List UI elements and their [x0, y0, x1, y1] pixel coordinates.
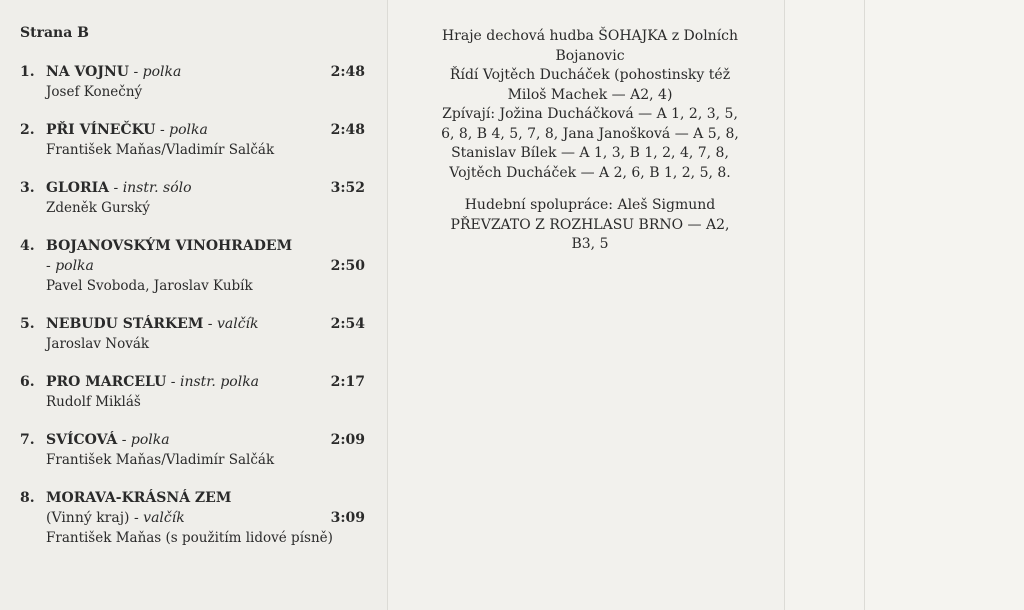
track-title: NEBUDU STÁRKEM	[46, 316, 204, 332]
track-credit: Josef Konečný	[46, 84, 143, 100]
track-heading: SVÍCOVÁ - polka	[46, 432, 170, 448]
track-credit: František Maňas/Vladimír Salčák	[46, 142, 275, 158]
track-number: 5.	[20, 316, 35, 332]
track-subline: (Vinný kraj) - valčík	[46, 510, 185, 526]
fold-line	[784, 0, 785, 610]
track-duration: 2:48	[330, 122, 365, 138]
side-title: Strana B	[20, 25, 89, 41]
right-panel	[864, 0, 1024, 610]
track-title: MORAVA-KRÁSNÁ ZEM	[46, 490, 232, 506]
track-credit: Jaroslav Novák	[46, 336, 150, 352]
credit-line: B3, 5	[571, 236, 609, 252]
track-item	[20, 236, 365, 296]
track-heading: PRO MARCELU - instr. polka	[46, 374, 260, 390]
track-title: PRO MARCELU	[46, 374, 167, 390]
track-item	[20, 372, 365, 412]
track-number: 7.	[20, 432, 35, 448]
spine-panel	[784, 0, 864, 610]
track-number: 4.	[20, 238, 35, 254]
track-subline: - polka	[46, 258, 94, 274]
track-duration: 2:54	[330, 316, 365, 332]
credit-line: 6, 8, B 4, 5, 7, 8, Jana Janošková — A 5, 8,	[441, 125, 739, 142]
track-genre: valčík	[143, 510, 185, 526]
fold-line	[387, 0, 388, 610]
track-list	[20, 62, 365, 566]
track-title: BOJANOVSKÝM VINOHRADEM	[46, 238, 293, 254]
credit-line: Hraje dechová hudba ŠOHAJKA z Dolních	[441, 28, 739, 44]
track-item	[20, 488, 365, 548]
performer-credits	[425, 27, 755, 255]
track-genre: polka	[142, 64, 182, 80]
track-item	[20, 62, 365, 102]
credit-line: Řídí Vojtěch Ducháček (pohostinsky též	[449, 67, 731, 83]
track-credit: Pavel Svoboda, Jaroslav Kubík	[46, 278, 253, 294]
track-number: 8.	[20, 490, 35, 506]
track-credit: František Maňas (s použitím lidové písně)	[46, 530, 333, 546]
track-duration: 2:50	[330, 258, 365, 274]
track-duration: 2:17	[330, 374, 365, 390]
track-item	[20, 178, 365, 218]
track-credit: Rudolf Mikláš	[46, 394, 141, 410]
track-item	[20, 120, 365, 160]
credit-line: Bojanovic	[555, 47, 625, 64]
track-genre: polka	[169, 122, 208, 138]
credit-line: Zpívají: Jožina Ducháčková — A 1, 2, 3, 5,	[442, 106, 738, 122]
track-item	[20, 430, 365, 470]
track-credit: František Maňas/Vladimír Salčák	[46, 452, 275, 468]
track-genre: valčík	[216, 316, 259, 332]
track-title: SVÍCOVÁ	[46, 432, 118, 448]
track-genre: polka	[130, 432, 170, 448]
track-duration: 3:09	[330, 510, 365, 526]
track-number: 6.	[20, 374, 35, 390]
credit-line: PŘEVZATO Z ROZHLASU BRNO — A2,	[450, 216, 730, 233]
credit-line: Miloš Machek — A2, 4)	[507, 86, 673, 103]
fold-line	[864, 0, 865, 610]
track-genre: instr. sólo	[122, 180, 192, 196]
track-genre: instr. polka	[179, 374, 260, 390]
track-heading: NEBUDU STÁRKEM - valčík	[46, 316, 259, 332]
track-duration: 2:09	[330, 432, 365, 448]
track-title: NA VOJNU	[46, 64, 129, 80]
credit-line: Hudební spolupráce: Aleš Sigmund	[464, 197, 716, 213]
track-genre: polka	[55, 258, 94, 274]
track-heading: PŘI VÍNEČKU - polka	[46, 122, 208, 138]
track-item	[20, 314, 365, 354]
track-heading: GLORIA - instr. sólo	[46, 180, 192, 196]
track-credit: Zdeněk Gurský	[46, 200, 150, 216]
track-duration: 2:48	[330, 64, 365, 80]
track-title: PŘI VÍNEČKU	[46, 122, 156, 138]
track-heading: NA VOJNU - polka	[46, 64, 182, 80]
track-duration: 3:52	[330, 180, 365, 196]
credit-line: Vojtěch Ducháček — A 2, 6, B 1, 2, 5, 8.	[449, 164, 731, 181]
track-number: 2.	[20, 122, 35, 138]
credit-line: Stanislav Bílek — A 1, 3, B 1, 2, 4, 7, 8,	[451, 145, 729, 161]
track-number: 1.	[20, 64, 35, 80]
track-title: GLORIA	[46, 180, 110, 196]
track-number: 3.	[20, 180, 35, 196]
